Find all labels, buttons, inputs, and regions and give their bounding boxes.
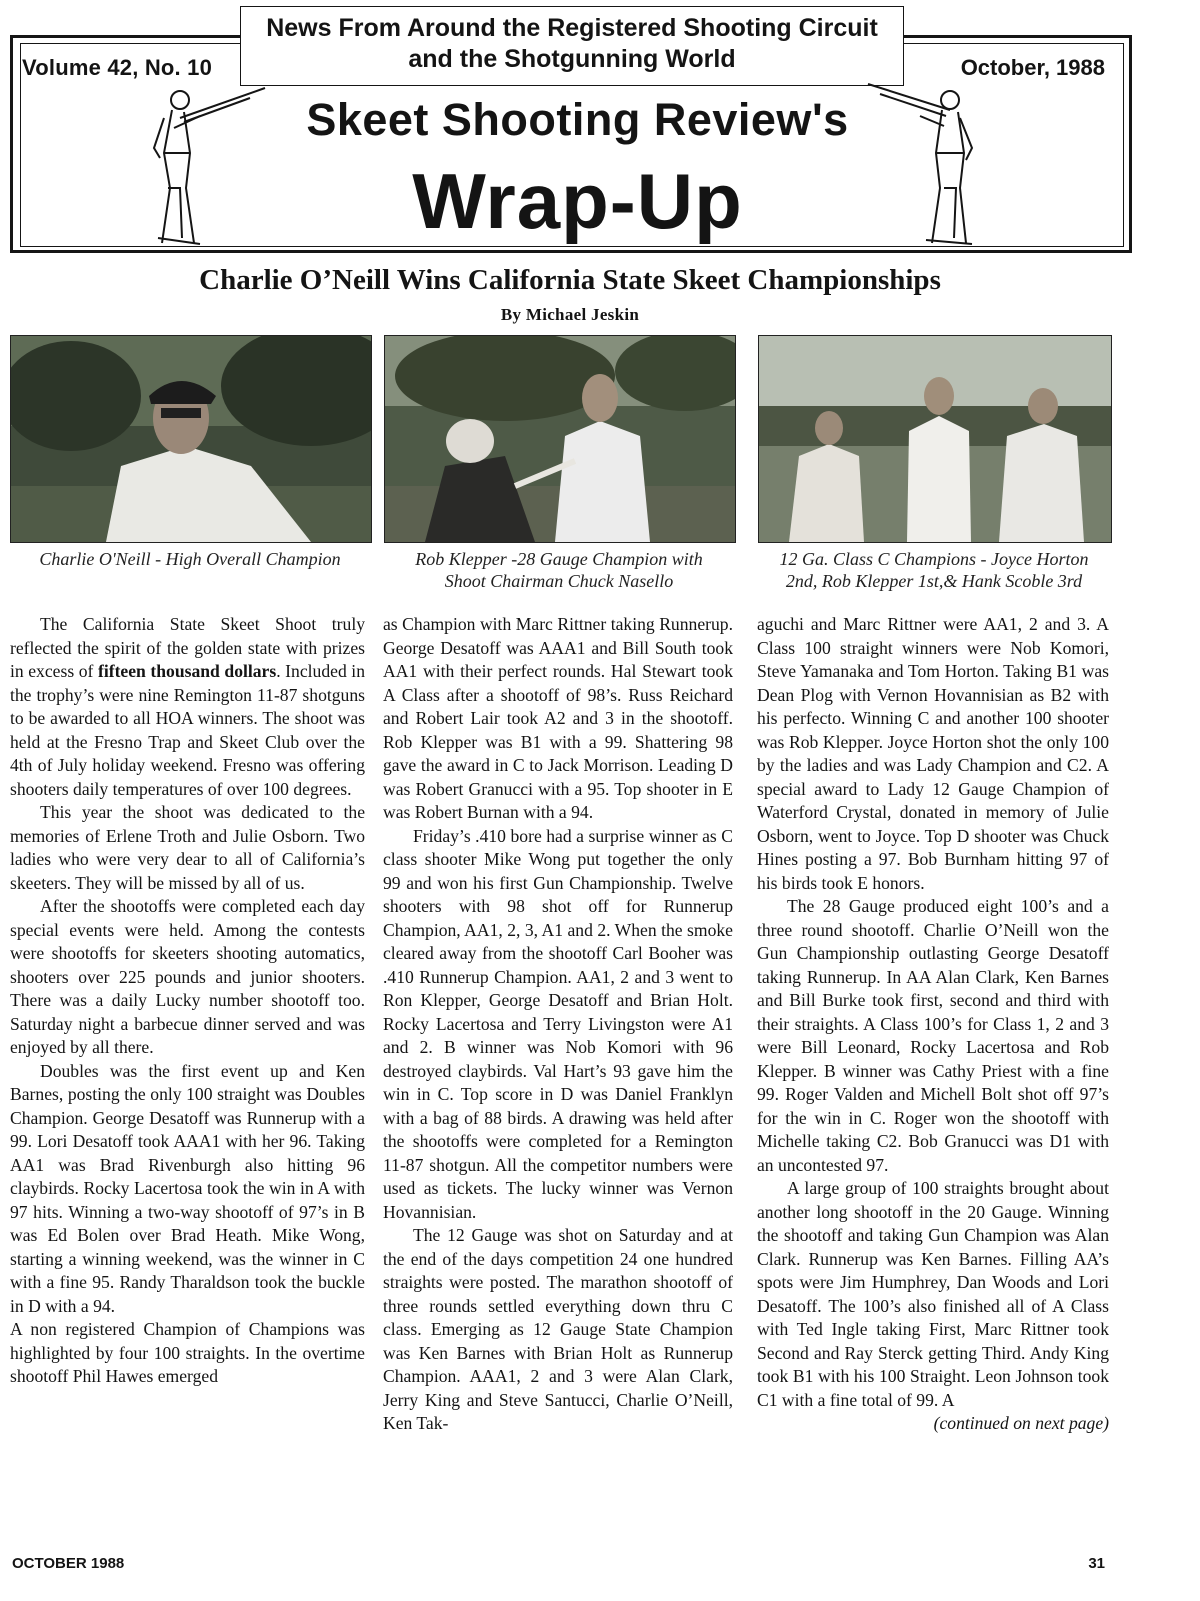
caption-line: Shoot Chairman Chuck Nasello <box>444 571 674 591</box>
issue-date: October, 1988 <box>960 55 1105 80</box>
paragraph: A large group of 100 straights brought about another long shootoff in the 20 Gauge. Winning the shootoff and taking Gun Champion was Alan Clark. Runnerup was Ken Barnes. Filling AA’s spots were Jim Humphrey, Dan Woods and Lori Desatoff. The 100’s also finished all of A Class with Ted Ingle taking First, Marc Rittner took Second and Ray Sterck getting Third. Andy King took B1 with his 100 Straight. Leon Johnson took C1 with a fine total of 99. A <box>757 1178 1109 1410</box>
paragraph: A non registered Champion of Champions was highlighted by four 100 straights. In the overtime shootoff Phil Hawes emerged <box>10 1319 365 1386</box>
paragraph: Friday’s .410 bore had a surprise winner as C class shooter Mike Wong put together the only 99 and won his first Gun Championship. Twelve shooters with 98 shot off for Runnerup Champion, AA1, 2, 3, A1 and 2. When the smoke cleared away from the shootoff Carl Booher was .410 Runnerup Champion. AA1, 2 and 3 went to Ron Klepper, George Desatoff and Brian Holt. Rocky Lacertosa and Terry Livingston were A1 and 2. B winner was Nob Komori with 96 destroyed claybirds. Val Hart’s 93 gave him the win in C. Top score in D was Daniel Franklyn with a bag of 88 birds. A drawing was held after the shootoffs were completed for a Remington 11-87 shotgun. All the competitor numbers were used as tickets. The lucky winner was Vernon Hovannisian. <box>383 825 733 1222</box>
photo-caption-3 <box>758 548 1110 592</box>
article-byline: By Michael Jeskin <box>500 305 640 324</box>
photo-12-gauge-class-c-champions <box>758 335 1112 543</box>
article-headline: Charlie O’Neill Wins California State Skeet Championships <box>199 264 941 296</box>
text-run: . Included in the trophy’s were nine Remington 11-87 shotguns to be awarded to all HOA winners. The shoot was held at the Fresno Trap and Skeet Club over the 4th of July holiday weekend. Fresno was offering shooters daily temperatures of over 100 degrees. <box>10 661 365 799</box>
paragraph: The 12 Gauge was shot on Saturday and at the end of the days competition 24 one hundred straights were posted. The marathon shootoff of three rounds settled everything down thru C class. Emerging as 12 Gauge State Champion was Ken Barnes with Brian Holt as Runnerup Champion. AAA1, 2 and 3 were Alan Clark, Jerry King and Steve Santucci, Charlie O’Neill, Ken Tak- <box>383 1225 733 1433</box>
paragraph: This year the shoot was dedicated to the memories of Erlene Troth and Julie Osborn. Two ladies who were very dear to all of California’s skeeters. They will be missed by all of us. <box>10 802 365 893</box>
photo-28-gauge-champion <box>384 335 736 543</box>
photo-caption-1 <box>10 548 370 570</box>
text-run: The California State Skeet Shoot truly reflected the spirit of the golden state with prizes in excess of <box>10 614 365 681</box>
tagline-line-1: News From Around the Registered Shooting Circuit <box>266 14 878 42</box>
masthead-title: Skeet Shooting Review's <box>306 94 849 145</box>
photo-caption-2 <box>384 548 734 592</box>
footer-issue-date: OCTOBER 1988 <box>12 1555 125 1572</box>
paragraph: The 28 Gauge produced eight 100’s and a three round shootoff. Charlie O’Neill won the Gun Championship outlasting George Desatoff taking Runnerup. In AA Alan Clark, Ken Barnes and Bill Burke took first, second and third with their straights. A Class 100’s for Class 1, 2 and 3 were Bill Leonard, Rocky Lacertosa and Rob Klepper. B winner was Cathy Priest with a fine 99. Roger Valden and Michell Bolt shot off 97’s for the win in C. Roger won the shootoff with Michelle taking C2. Bob Granucci was D1 with an uncontested 97. <box>757 896 1109 1175</box>
paragraph: Doubles was the first event up and Ken Barnes, posting the only 100 straight was Doubles Champion. George Desatoff was Runnerup with a 99. Lori Desatoff took AAA1 with her 96. Taking AA1 was Brad Rivenburgh also hitting 96 claybirds. Rocky Lacertosa took the win in A with 97 hits. Winning a two-way shootoff of 97’s in B was Ed Bolen over Brad Heath. Mike Wong, starting a winning weekend, was the winner in C with a fine 95. Randy Tharaldson took the buckle in D with a 94. <box>10 1060 365 1316</box>
caption-line: 2nd, Rob Klepper 1st,& Hank Scoble 3rd <box>785 571 1083 591</box>
masthead-subtitle: Wrap-Up <box>412 157 743 245</box>
paragraph: After the shootoffs were completed each day special events were held. Among the contests were shootoffs for skeeters shooting automatics, shooters over 225 pounds and junior shooters. There was a daily Lucky number shootoff too. Saturday night a barbecue dinner served and was enjoyed by all there. <box>10 896 365 1057</box>
caption-line: Charlie O'Neill - High Overall Champion <box>39 549 341 569</box>
paragraph <box>10 613 365 801</box>
photo-high-overall-champion <box>10 335 372 543</box>
article-column-3 <box>757 613 1109 1436</box>
tagline-line-2: and the Shotgunning World <box>408 45 736 73</box>
paragraph: aguchi and Marc Rittner were AA1, 2 and 3. A Class 100 straight winners were Nob Komori, Steve Yamanaka and Tom Horton. Taking B1 was Dean Plog with Vernon Hovannisian as B2 with his perfecto. Winning C and another 100 shooter was Rob Klepper. Joyce Horton shot the only 100 by the ladies and was Lady Champion and C2. A special award to Lady 12 Gauge Champion of Waterford Crystal, donated in memory of Julie Osborn, went to Joyce. Top D shooter was Chuck Hines posting a 97. Bob Burnham hitting 97 of his birds took E honors. <box>757 614 1109 893</box>
caption-line: 12 Ga. Class C Champions - Joyce Horton <box>779 549 1089 569</box>
masthead-tagline <box>240 6 904 86</box>
article-column-1 <box>10 613 365 1389</box>
caption-line: Rob Klepper -28 Gauge Champion with <box>415 549 703 569</box>
bold-emphasis: fifteen thousand dollars <box>97 661 277 681</box>
paragraph: as Champion with Marc Rittner taking Runnerup. George Desatoff was AAA1 and Bill South took AA1 with their perfect rounds. Hal Stewart took A Class after a shootoff of 98’s. Russ Reichard and Robert Lair took A2 and 3 in the shootoff. Rob Klepper was B1 with a 99. Shattering 98 gave the award in C to Jack Morrison. Leading D was Robert Granucci with a 95. Top shooter in E was Robert Burnan with a 94. <box>383 614 733 822</box>
continued-notice: (continued on next page) <box>933 1413 1109 1433</box>
article-column-2 <box>383 613 733 1436</box>
page-number: 31 <box>1088 1555 1105 1572</box>
volume-number: Volume 42, No. 10 <box>22 55 213 80</box>
